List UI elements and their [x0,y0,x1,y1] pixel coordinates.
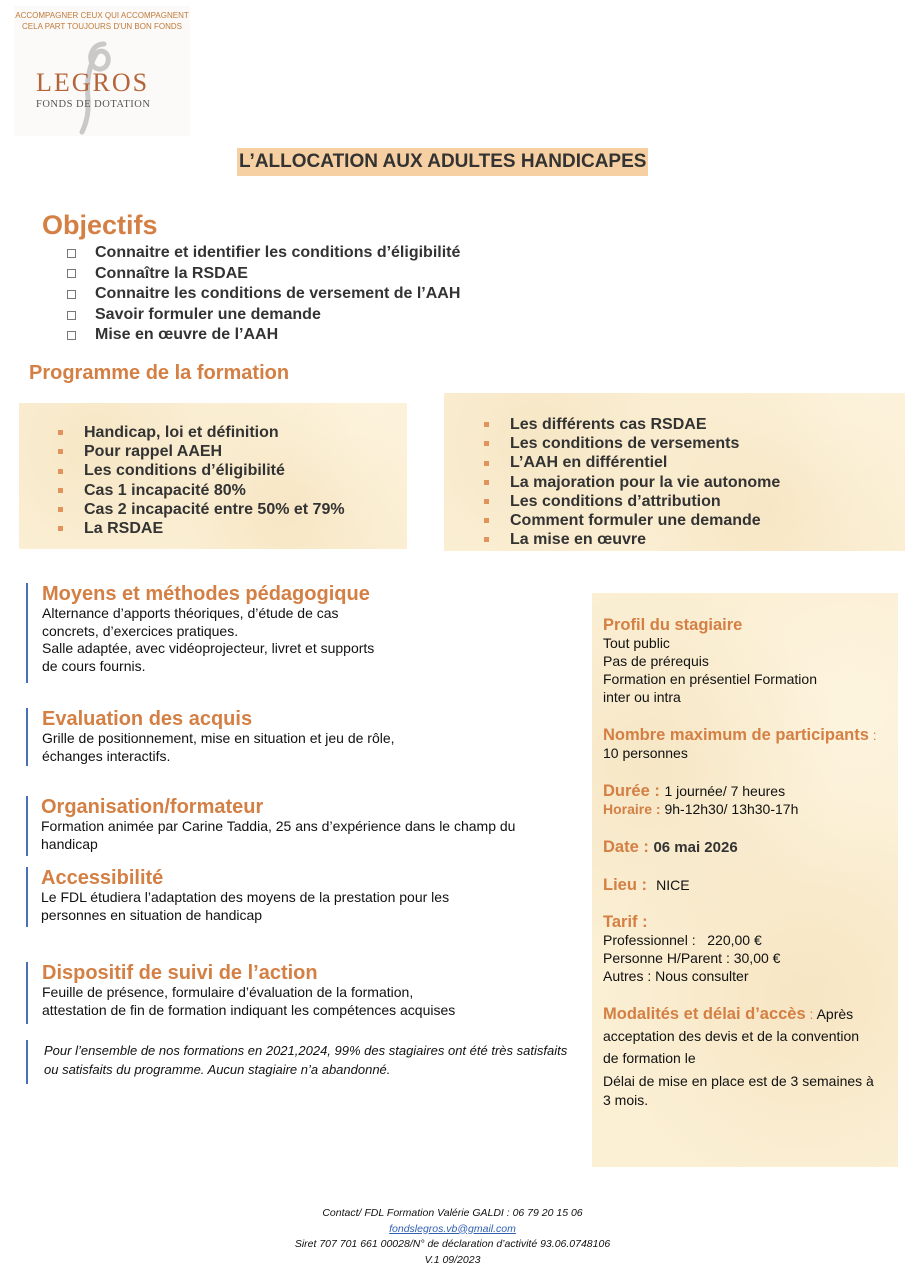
programme-box-right [444,393,905,551]
nombre-label: Nombre maximum de participants [603,726,869,744]
satisfaction-line: ou satisfaits du programme. Aucun stagiaire n’a abandonné. [44,1062,391,1077]
programme-item [58,442,345,461]
programme-text: La majoration pour la vie autonome [510,473,781,491]
checkbox-icon [67,311,76,320]
programme-text: Les conditions d’attribution [510,492,721,510]
objectif-item [64,284,460,305]
bullet-icon [58,488,63,493]
section-line: Feuille de présence, formulaire d’évaluation de la formation, [42,984,414,1000]
bullet-icon [484,441,489,446]
section-line: échanges interactifs. [42,747,171,764]
lieu-value: NICE [656,877,690,893]
duree-value: 1 journée/ 7 heures [664,783,786,799]
programme-text: L’AAH en différentiel [510,454,668,472]
checkbox-icon [67,269,76,278]
programme-box-left [19,403,407,549]
programme-item [58,423,345,442]
objectif-text: Savoir formuler une demande [95,305,321,323]
bullet-icon [484,537,489,542]
section-line: Formation animée par Carine Taddia, 25 ans d’expérience dans le champ du [41,818,516,834]
footer-version: V.1 09/2023 [424,1253,481,1266]
programme-text: La mise en œuvre [510,531,647,549]
programme-heading: Programme de la formation [29,362,290,384]
programme-text: Cas 2 incapacité entre 50% et 79% [84,500,345,518]
objectifs-list [64,243,460,346]
section-line: Grille de positionnement, mise en situation et jeu de rôle, [42,730,395,746]
programme-item [58,481,345,500]
bullet-icon [484,480,489,485]
footer [0,1206,905,1268]
section-satisfaction [26,1040,604,1084]
modalites-line: acceptation des devis et de la convention [603,1028,860,1044]
section-heading: Dispositif de suivi de l’action [42,962,318,984]
bullet-icon [58,469,63,474]
programme-list-right [484,415,780,549]
checkbox-icon [67,290,76,299]
modalites-label: Modalités et délai d’accès [603,1005,806,1023]
objectif-item [64,305,460,326]
section-line: Salle adaptée, avec vidéoprojecteur, livret et supports [42,640,375,656]
section-heading: Evaluation des acquis [42,708,253,730]
checkbox-icon [67,249,76,258]
date-value: 06 mai 2026 [653,839,738,856]
objectif-text: Connaitre et identifier les conditions d’éligibilité [95,244,461,261]
modalites-colon: : [805,1006,817,1022]
programme-item [484,415,780,434]
logo-subtitle: FONDS DE DOTATION [36,99,151,110]
section-line: Le FDL étudiera l’adaptation des moyens de la prestation pour les [41,889,450,905]
bullet-icon [484,518,489,523]
satisfaction-line: Pour l’ensemble de nos formations en 2021,2024, 99% des stagiaires ont été très satisfaits [44,1043,568,1058]
date-label: Date : [603,838,654,856]
modalites-first: Après [816,1006,854,1022]
footer-email-link[interactable]: fondslegros.vb@gmail.com [389,1222,516,1235]
programme-item [58,500,345,519]
programme-text: La RSDAE [84,520,164,538]
profil-line: inter ou intra [603,689,681,705]
programme-text: Handicap, loi et définition [84,424,279,441]
tagline-line-1: ACCOMPAGNER CEUX QUI ACCOMPAGNENT [15,11,189,20]
tarif-line: Personne H/Parent : 30,00 € [603,950,781,966]
programme-list-left [58,423,345,538]
section-evaluation [26,708,442,766]
modalites-line: 3 mois. [603,1092,649,1108]
info-sidebar [592,593,898,1167]
section-line: handicap [41,835,98,852]
modalites-line: de formation le [603,1050,696,1066]
page-title: L’ALLOCATION AUX ADULTES HANDICAPES [237,148,648,176]
section-line: de cours fournis. [42,657,146,674]
duree-label: Durée : [603,782,665,800]
section-line: concrets, d’exercices pratiques. [42,622,239,639]
horaire-value: 9h-12h30/ 13h30-17h [664,801,799,817]
tarif-line: Autres : Nous consulter [603,968,749,984]
programme-text: Les conditions d’éligibilité [84,462,285,480]
bullet-icon [58,526,63,531]
bullet-icon [58,507,63,512]
bullet-icon [484,499,489,504]
objectif-item [64,264,460,285]
footer-siret: Siret 707 701 661 00028/N° de déclaration d’activité 93.06.0748106 [294,1238,611,1250]
section-heading: Accessibilité [41,867,164,889]
footer-contact: Contact/ FDL Formation Valérie GALDI : 06 79 20 15 06 [322,1207,583,1219]
section-moyens [26,583,432,683]
objectif-text: Connaitre les conditions de versement de l’AAH [95,285,461,303]
nombre-colon: : [868,727,877,743]
lieu-label: Lieu : [603,876,657,894]
tarif-label: Tarif : [603,913,648,931]
programme-text: Cas 1 incapacité 80% [84,481,246,499]
section-line: personnes en situation de handicap [41,906,263,923]
profil-label: Profil du stagiaire [603,616,743,634]
tagline-line-2: CELA PART TOUJOURS D'UN BON FONDS [22,22,182,31]
objectifs-heading: Objectifs [42,210,158,240]
modalites-line: Délai de mise en place est de 3 semaines à [603,1073,874,1089]
programme-item [58,461,345,480]
programme-item [484,434,780,453]
programme-item [484,492,780,511]
section-heading: Organisation/formateur [41,796,264,818]
profil-line: Formation en présentiel Formation [603,671,817,687]
section-heading: Moyens et méthodes pédagogique [42,583,370,605]
objectif-item [64,243,460,264]
programme-item [484,530,780,549]
tarif-line: Professionnel : 220,00 € [603,932,762,948]
bullet-icon [484,422,489,427]
horaire-label: Horaire : [603,801,665,817]
objectif-text: Connaître la RSDAE [95,264,248,282]
nombre-value: 10 personnes [603,745,688,761]
bullet-icon [58,449,63,454]
logo-name: LEGROS [36,68,150,97]
section-line: attestation de fin de formation indiquant les compétences acquises [42,1001,456,1018]
programme-text: Comment formuler une demande [510,512,761,530]
profil-line: Pas de prérequis [603,653,709,669]
objectif-text: Mise en œuvre de l’AAH [95,326,279,344]
section-organisation [26,796,571,856]
checkbox-icon [67,331,76,340]
programme-item [58,519,345,538]
programme-text: Les conditions de versements [510,435,740,453]
logo-tagline [14,10,190,32]
section-line: Alternance d’apports théoriques, d’étude de cas [42,605,339,621]
section-accessibilite [26,867,501,927]
programme-item [484,473,780,492]
programme-text: Pour rappel AAEH [84,443,223,461]
programme-item [484,453,780,472]
programme-item [484,511,780,530]
bullet-icon [58,430,63,435]
section-dispositif [26,962,512,1024]
logo [14,6,190,136]
bullet-icon [484,461,489,466]
programme-text: Les différents cas RSDAE [510,416,707,433]
profil-line: Tout public [603,635,670,651]
objectif-item [64,325,460,346]
